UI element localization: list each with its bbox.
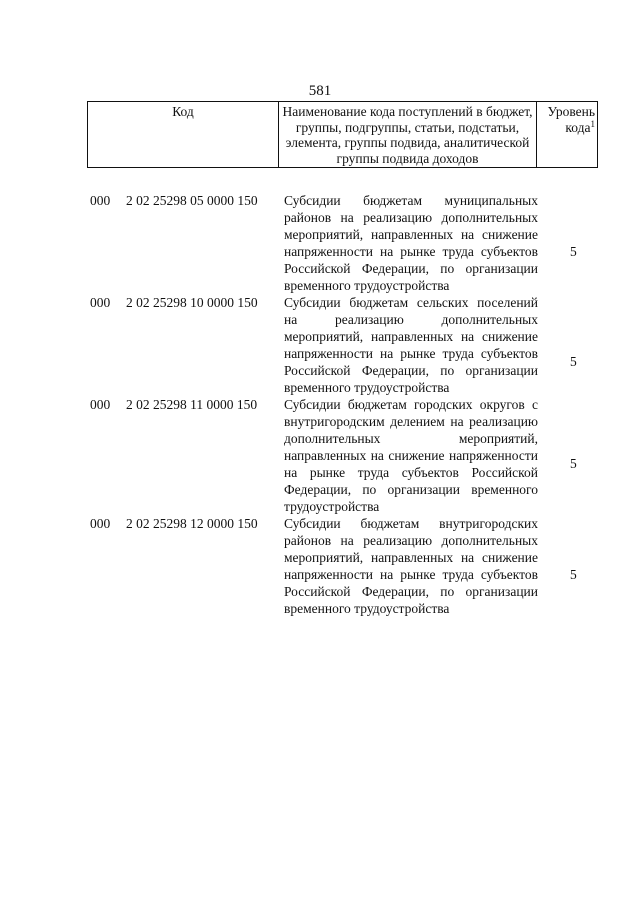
row-level: 5 bbox=[570, 354, 577, 369]
row-description: Субсидии бюджетам муниципальных районов на реализацию дополнительных мероприятий, направленных на снижение напряженности на рынке труда субъектов Российской Федерации, по организации временного трудоустройства bbox=[284, 193, 538, 293]
header-level bbox=[537, 102, 598, 168]
row-code: 2 02 25298 12 0000 150 bbox=[126, 516, 258, 531]
row-description: Субсидии бюджетам внутригородских районов на реализацию дополнительных мероприятий, направленных на снижение напряженности на рынке труда субъектов Российской Федерации, по организации временного трудоустройства bbox=[284, 516, 538, 616]
row-level: 5 bbox=[570, 244, 577, 259]
row-prefix: 000 bbox=[90, 516, 111, 531]
table-row bbox=[0, 294, 640, 396]
row-prefix: 000 bbox=[90, 295, 111, 310]
table-row bbox=[0, 515, 640, 617]
row-code: 2 02 25298 05 0000 150 bbox=[126, 193, 258, 208]
row-description: Субсидии бюджетам сельских поселений на реализацию дополнительных мероприятий, направленных на снижение напряженности на рынке труда субъектов Российской Федерации, по организации временного трудоустройства bbox=[284, 295, 538, 395]
row-prefix: 000 bbox=[90, 193, 111, 208]
level-footnote-mark: 1 bbox=[590, 118, 595, 129]
table-row bbox=[0, 192, 640, 294]
row-code: 2 02 25298 10 0000 150 bbox=[126, 295, 258, 310]
table-body bbox=[0, 192, 640, 617]
header-level-label: Уровень кода bbox=[547, 104, 595, 135]
header-name: Наименование кода поступлений в бюджет, группы, подгруппы, статьи, подстатьи, элемента, группы подвида, аналитической группы подвида доходов bbox=[279, 102, 537, 168]
row-prefix: 000 bbox=[90, 397, 111, 412]
row-level: 5 bbox=[570, 456, 577, 471]
row-description: Субсидии бюджетам городских округов с внутригородским делением на реализацию дополнительных мероприятий, направленных на снижение напряженности на рынке труда субъектов Российской Федерации, по организации временного трудоустройства bbox=[284, 397, 538, 514]
row-level: 5 bbox=[570, 567, 577, 582]
table-row bbox=[0, 396, 640, 515]
table-header bbox=[87, 101, 598, 168]
page-number: 581 bbox=[308, 83, 332, 99]
header-code: Код bbox=[88, 102, 279, 168]
row-code: 2 02 25298 11 0000 150 bbox=[126, 397, 258, 412]
